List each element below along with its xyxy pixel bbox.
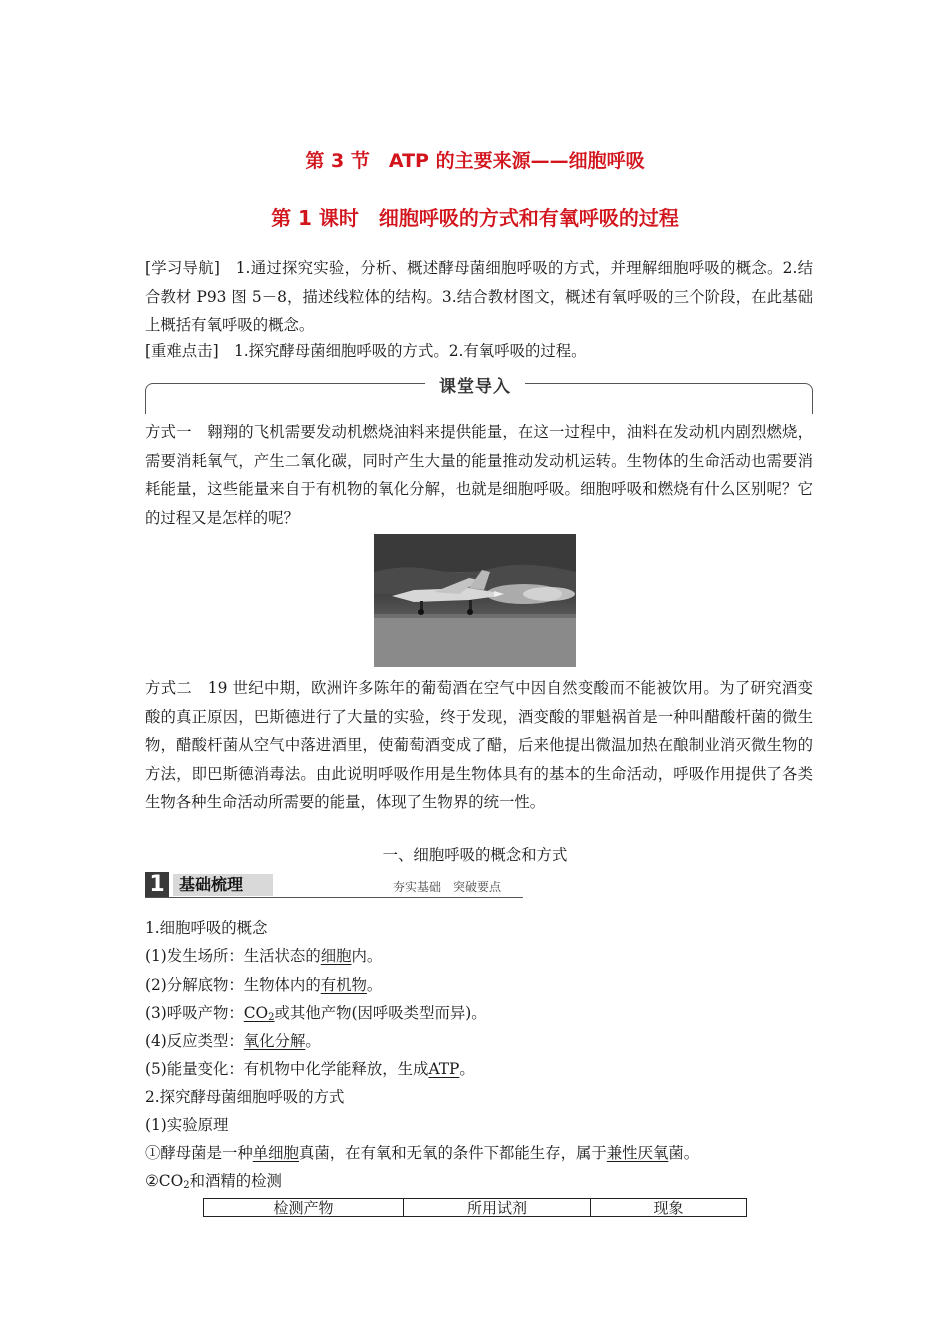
- concept-title: 1.细胞呼吸的概念: [145, 919, 268, 937]
- banner-subtitle: 夯实基础 突破要点: [393, 880, 502, 894]
- principle-title: (1)实验原理: [145, 1116, 229, 1134]
- explore-title: 2.探究酵母菌细胞呼吸的方式: [145, 1088, 345, 1106]
- section-heading: 一、细胞呼吸的概念和方式: [382, 846, 568, 864]
- fighter-jet-photo: [374, 534, 576, 667]
- key-points: [重难点击] 1.探究酵母菌细胞呼吸的方式。2.有氧呼吸的过程。: [145, 342, 587, 360]
- section-banner: [145, 872, 523, 898]
- intro-label: 课堂导入: [425, 372, 525, 397]
- detection-table: [203, 1198, 747, 1217]
- principle-two: $②CO_2$和酒精的检测: [145, 1172, 282, 1191]
- section-title: 第 3 节 ATP 的主要来源——细胞呼吸: [305, 150, 645, 172]
- method-two: 方式二 19 世纪中期，欧洲许多陈年的葡萄酒在空气中因自然变酸而不能被饮用。为了研究酒变酸的真正原因，巴斯德进行了大量的实验，终于发现，酒变酸的罪魁祸首是一种叫醋酸杆菌的微生物，醋酸杆菌从空气中落进酒里，使葡萄酒变成了醋，后来他提出微温加热在酿制业消灭微生物的方法，即巴斯德消毒法。由此说明呼吸作用是生物体具有的基本的生命活动，呼吸作用提供了各类生物各种生命活动所需要的能量，体现了生物界的统一性。: [145, 679, 813, 811]
- table-header-phenomenon: 现象: [591, 1199, 747, 1217]
- item-reaction-type: (4)反应类型：氧化分解。: [145, 1032, 321, 1050]
- item-products: (3)呼吸产物：$CO_2$或其他产物(因呼吸类型而异)。: [145, 1004, 487, 1023]
- table-header-product: 检测产物: [204, 1199, 404, 1217]
- table-header-row: [204, 1199, 747, 1217]
- item-site: (1)发生场所：生活状态的细胞内。: [145, 947, 383, 965]
- banner-title: 基础梳理: [173, 874, 273, 896]
- method-one: 方式一 翱翔的飞机需要发动机燃烧油料来提供能量，在这一过程中，油料在发动机内剧烈燃烧，需要消耗氧气，产生二氧化碳，同时产生大量的能量推动发动机运转。生物体的生命活动也需要消耗能量，这些能量来自于有机物的氧化分解，也就是细胞呼吸。细胞呼吸和燃烧有什么区别呢？它的过程又是怎样的呢？: [145, 423, 813, 527]
- item-energy: (5)能量变化：有机物中化学能释放，生成ATP。: [145, 1060, 475, 1078]
- lesson-title: 第 1 课时 细胞呼吸的方式和有氧呼吸的过程: [271, 206, 679, 230]
- principle-one: ①酵母菌是一种单细胞真菌，在有氧和无氧的条件下都能生存，属于兼性厌氧菌。: [145, 1144, 700, 1162]
- learning-guide: [学习导航] 1.通过探究实验，分析、概述酵母菌细胞呼吸的方式，并理解细胞呼吸的概念。2.结合教材 P93 图 5－8，描述线粒体的结构。3.结合教材图文，概述有氧呼吸的三个阶段，在此基础上概括有氧呼吸的概念。: [145, 259, 813, 334]
- banner-rule: [145, 897, 523, 898]
- item-substrate: (2)分解底物：生物体内的有机物。: [145, 976, 383, 994]
- banner-number: 1: [145, 872, 169, 898]
- table-header-reagent: 所用试剂: [404, 1199, 591, 1217]
